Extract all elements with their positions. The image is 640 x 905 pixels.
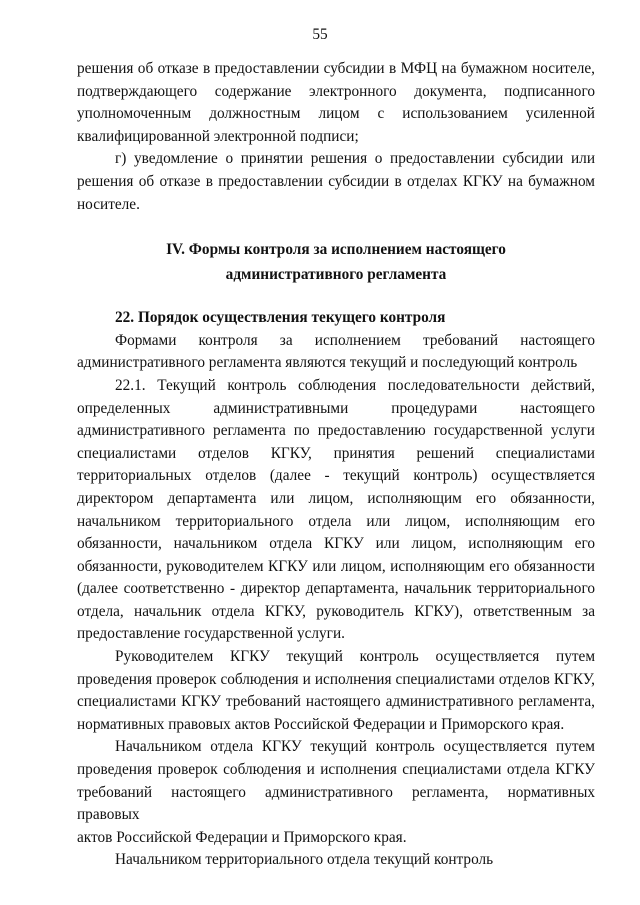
section-heading (77, 237, 595, 287)
section-heading-line: административного регламента (225, 266, 447, 284)
paragraph-line: нормативных правовых актов Российской Федерации и Приморского края. (77, 715, 565, 733)
document-body (77, 58, 595, 872)
paragraph-line: Начальником территориального отдела текущий контроль (115, 851, 494, 869)
paragraph-line: решения об отказе в предоставлении субсидии в отделах КГКУ на бумажном (77, 172, 595, 190)
paragraph-line: специалистами КГКУ требований настоящего административного регламента, (77, 693, 595, 711)
paragraph-line: административного регламента по предоставлению государственной услуги (77, 422, 595, 440)
section-heading-line: IV. Формы контроля за исполнением настоящего (166, 241, 506, 259)
paragraph-line: обязанности, руководителем КГКУ или лицом, исполняющим его обязанности (77, 557, 595, 575)
paragraph-line: уполномоченным должностным лицом с использованием усиленной (77, 105, 595, 123)
paragraph-line: определенных административными процедурами настоящего (77, 399, 595, 417)
paragraph-line: проведения проверок соблюдения и исполнения специалистами отдела КГКУ (77, 761, 595, 779)
paragraph-line: Начальником отдела КГКУ текущий контроль осуществляется путем (115, 738, 595, 756)
paragraph-line: директором департамента или лицом, исполняющим его обязанности, (77, 489, 595, 507)
paragraph-line: специалистами отделов КГКУ, принятия решений специалистами (77, 444, 595, 462)
paragraph-line: территориальных отделов (далее - текущий контроль) осуществляется (77, 467, 595, 485)
paragraph-line: решения об отказе в предоставлении субсидии в МФЦ на бумажном носителе, (77, 60, 595, 77)
paragraph-line: носителе. (77, 195, 140, 213)
paragraph-line: г) уведомление о принятии решения о предоставлении субсидии или (115, 150, 595, 168)
page-number: 55 (312, 26, 328, 43)
paragraph-line: 22.1. Текущий контроль соблюдения последовательности действий, (115, 376, 595, 394)
paragraph-line: (далее соответственно - директор департамента, начальник территориального (77, 580, 595, 598)
paragraph-line: отдела, начальник отдела КГКУ, руководитель КГКУ), ответственным за (77, 602, 595, 620)
paragraph-line: предоставление государственной услуги. (77, 625, 345, 643)
paragraph-line: квалифицированной электронной подписи; (77, 127, 359, 145)
paragraph-line: проведения проверок соблюдения и исполнения специалистами отделов КГКУ, (77, 670, 595, 688)
paragraph-line: Руководителем КГКУ текущий контроль осуществляется путем (115, 648, 595, 666)
paragraph-line: обязанности, начальником отдела КГКУ или лицом, исполняющим его (77, 535, 595, 553)
paragraph-line: административного регламента являются текущий и последующий контроль (77, 354, 578, 372)
paragraph-line: подтверждающего содержание электронного документа, подписанного (77, 82, 595, 100)
paragraph-line: начальником территориального отдела или лицом, исполняющим его (77, 512, 595, 530)
paragraph-line: актов Российской Федерации и Приморского края. (77, 828, 407, 846)
paragraph-line: Формами контроля за исполнением требований настоящего (115, 331, 595, 349)
paragraph-line: требований настоящего административного регламента, нормативных правовых (77, 783, 595, 824)
subsection-heading: 22. Порядок осуществления текущего контроля (115, 309, 446, 327)
